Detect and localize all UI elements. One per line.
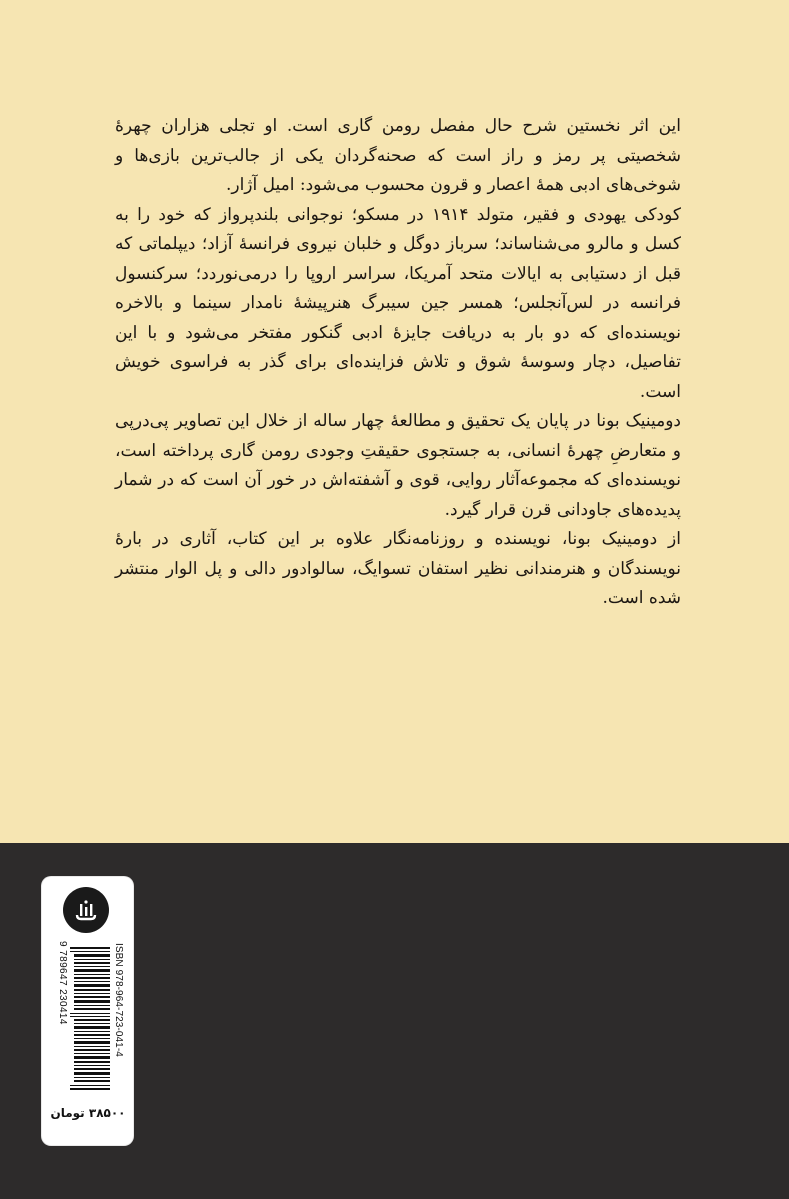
- barcode-number: 9 789647 230414: [57, 941, 68, 1025]
- barcode-block: [54, 941, 124, 1099]
- blurb-paragraph-4: از دومینیک بونا، نویسنده و روزنامه‌نگار علاوه بر این کتاب، آثاری در بارهٔ نویسندگان و هنرمندانی نظیر استفان تسوایگ، سالوادور دالی و پل الوار منتشر شده است.: [115, 529, 681, 608]
- blurb-paragraph-3: دومینیک بونا در پایان یک تحقیق و مطالعهٔ چهار ساله از خلال این تصاویر پی‌درپی و متعارضِ چهرهٔ انسانی، به جستجوی حقیقتِ وجودی رومن گاری پرداخته است، نویسنده‌ای که مجموعه‌آثار روایی، قوی و آشفته‌اش در خور آن است که در شمار پدیده‌های جاودانی قرن قرار گیرد.: [115, 411, 681, 520]
- barcode-card: [42, 877, 133, 1145]
- blurb-paragraph-1: این اثر نخستین شرح حال مفصل رومن گاری است. او تجلی هزاران چهرهٔ شخصیتی پر رمز و راز است که صحنه‌گردان یکی از جالب‌ترین بازی‌ها و شوخی‌های ادبی همهٔ اعصار و قرون محسوب می‌شود: امیل آژار.: [115, 116, 681, 195]
- isbn-label: ISBN 978-964-723-041-4: [113, 943, 124, 1057]
- blurb-paragraph-2: کودکی یهودی و فقیر، متولد ۱۹۱۴ در مسکو؛ نوجوانی بلندپرواز که خود را به کسل و مالرو می‌شناساند؛ سرباز دوگل و خلبان نیروی فرانسهٔ آزاد؛ دیپلماتی که قبل از دستیابی به ایالات متحد آمریکا، سراسر اروپا را درمی‌نوردد؛ سرکنسول فرانسه در لس‌آنجلس؛ همسر جین سیبرگ هنرپیشهٔ نامدار سینما و بالاخره نویسنده‌ای که دو بار به دریافت جایزهٔ ادبی گنکور مفتخر می‌شود و با این تفاصیل، دچار وسوسهٔ شوق و تلاش فزاینده‌ای برای گذر به فراسوی خویش است.: [115, 204, 681, 402]
- barcode-icon: [70, 945, 110, 1095]
- price-label: ۳۸۵۰۰ تومان: [50, 1106, 126, 1120]
- publisher-logo-icon: [63, 887, 109, 933]
- blurb-text: [115, 112, 681, 614]
